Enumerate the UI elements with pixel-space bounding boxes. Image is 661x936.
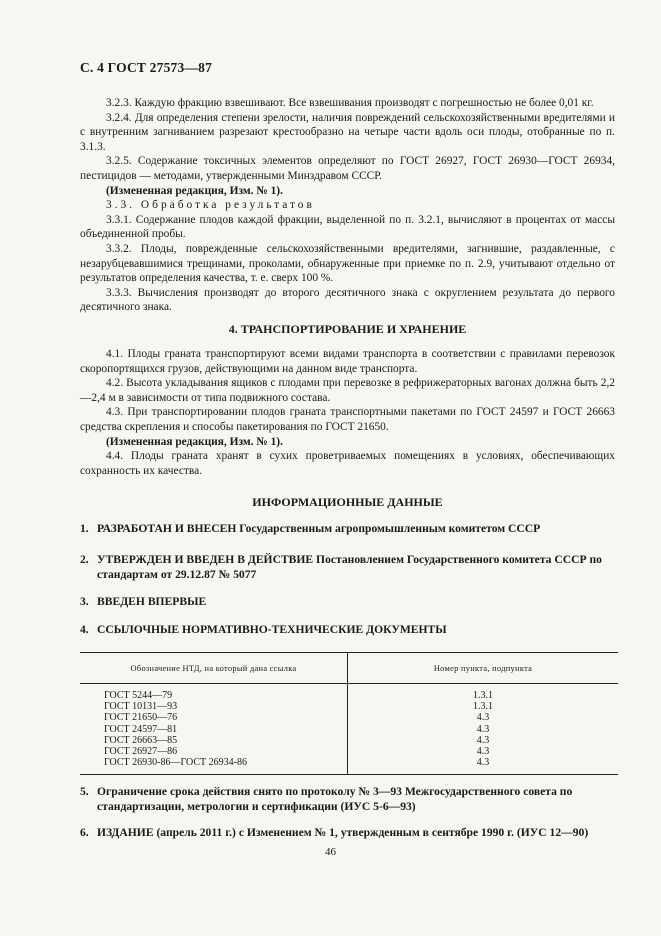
info-item	[80, 553, 620, 583]
info-item-number: 5.	[80, 785, 89, 798]
info-item	[80, 595, 620, 610]
paragraph: 4.4. Плоды граната хранят в сухих проветриваемых помещениях в условиях, обеспечивающих сохранность их качества.	[80, 450, 615, 477]
paragraph: 4.3. При транспортировании плодов граната транспортными пакетами по ГОСТ 24597 и ГОСТ 26663 средства скрепления и способы пакетирования по ГОСТ 21650.	[80, 406, 615, 433]
document-cell: ГОСТ 26930-86—ГОСТ 26934-86	[80, 757, 348, 775]
paragraph: 4.2. Высота укладывания ящиков с плодами при перевозке в рефрижераторных вагонах должна быть 2,2—2,4 м в зависимости от типа подвижного состава.	[80, 377, 615, 404]
document-cell: ГОСТ 21650—76	[80, 712, 348, 723]
subsection-heading: 3.3. Обработка результатов	[106, 199, 315, 212]
info-item	[80, 826, 620, 841]
info-item-number: 3.	[80, 595, 89, 608]
section-3-text	[80, 96, 615, 315]
clause-cell: 4.3	[476, 723, 490, 735]
info-item-text: ВВЕДЕН ВПЕРВЫЕ	[97, 595, 207, 608]
table-row	[80, 684, 618, 702]
info-item-text: Ограничение срока действия снято по протоколу № 3—93 Межгосударственного совета по стандартизации, метрологии и сертификации (ИУС 5-6—93)	[97, 785, 573, 813]
info-item	[80, 623, 620, 638]
clause-cell: 4.3	[476, 712, 490, 724]
table-row	[80, 757, 618, 775]
paragraph: 3.3.1. Содержание плодов каждой фракции, выделенной по п. 3.2.1, вычисляют в процентах от массы объединенной пробы.	[80, 213, 615, 241]
clause-cell: 4.3	[476, 746, 490, 758]
clause-cell: 4.3	[476, 734, 490, 746]
paragraph: 3.2.5. Содержание токсичных элементов определяют по ГОСТ 26927, ГОСТ 26930—ГОСТ 26934, пестицидов — методами, утвержденными Минздравом СССР.	[80, 155, 615, 182]
section-4-text	[80, 347, 615, 478]
table-row	[80, 746, 618, 757]
info-item-text: РАЗРАБОТАН И ВНЕСЕН Государственным агропромышленным комитетом СССР	[97, 522, 541, 535]
document-cell: ГОСТ 24597—81	[80, 724, 348, 735]
paragraph: 3.3.2. Плоды, поврежденные сельскохозяйственными вредителями, загнившие, раздавленные, с незарубцевавшимися трещинами, проколами, обнаруженные при приемке по п. 2.9, учитывают отдельно от результатов определения качества, т. е. сверх 100 %.	[80, 242, 615, 285]
info-title: ИНФОРМАЦИОННЫЕ ДАННЫЕ	[252, 495, 443, 509]
column-header: Обозначение НТД, на который дана ссылка	[80, 653, 348, 684]
info-item	[80, 785, 620, 815]
info-item-number: 2.	[80, 553, 89, 566]
amendment-note: (Измененная редакция, Изм. № 1).	[106, 184, 283, 197]
reference-table	[80, 652, 618, 775]
info-item	[80, 522, 620, 537]
page-header: С. 4 ГОСТ 27573—87	[80, 60, 213, 75]
paragraph: 3.3.3. Вычисления производят до второго десятичного знака с округлением результата до первого десятичного знака.	[80, 286, 615, 314]
paragraph: 3.2.3. Каждую фракцию взвешивают. Все взвешивания производят с погрешностью не более 0,01 кг.	[106, 97, 594, 109]
table-row	[80, 712, 618, 723]
info-item-text: ССЫЛОЧНЫЕ НОРМАТИВНО-ТЕХНИЧЕСКИЕ ДОКУМЕНТЫ	[97, 623, 447, 636]
document-cell: ГОСТ 26663—85	[80, 735, 348, 746]
info-item-number: 1.	[80, 522, 89, 535]
table-row	[80, 724, 618, 735]
clause-cell: 1.3.1	[473, 690, 493, 701]
column-header: Номер пункта, подпункта	[348, 653, 619, 684]
table-row	[80, 735, 618, 746]
info-item-number: 6.	[80, 826, 89, 839]
page-number: 46	[325, 846, 336, 858]
document-cell: ГОСТ 26927—86	[80, 746, 348, 757]
table-row	[80, 701, 618, 712]
amendment-note: (Измененная редакция, Изм. № 1).	[106, 435, 283, 448]
info-item-text: ИЗДАНИЕ (апрель 2011 г.) с Изменением № 1, утвержденным в сентябре 1990 г. (ИУС 12—90)	[97, 826, 589, 839]
paragraph: 4.1. Плоды граната транспортируют всеми видами транспорта в соответствии с правилами перевозок скоропортящихся грузов, действующими на данном виде транспорта.	[80, 348, 615, 375]
document-cell: ГОСТ 10131—93	[80, 701, 348, 712]
clause-cell: 4.3	[348, 757, 619, 775]
clause-cell: 1.3.1	[473, 701, 493, 713]
info-item-number: 4.	[80, 623, 89, 636]
paragraph: 3.2.4. Для определения степени зрелости, наличия повреждений сельскохозяйственными вредителями и с внутренним загниванием разрезают крестообразно на четыре части вдоль оси плоды, отобранные по п. 3.1.3.	[80, 111, 615, 153]
info-item-text: УТВЕРЖДЕН И ВВЕДЕН В ДЕЙСТВИЕ Постановлением Государственного комитета СССР по стандартам от 29.12.87 № 5077	[97, 553, 602, 581]
table-header-row	[80, 653, 618, 684]
section-4-title: 4. ТРАНСПОРТИРОВАНИЕ И ХРАНЕНИЕ	[228, 322, 467, 336]
document-cell: ГОСТ 5244—79	[80, 684, 348, 702]
